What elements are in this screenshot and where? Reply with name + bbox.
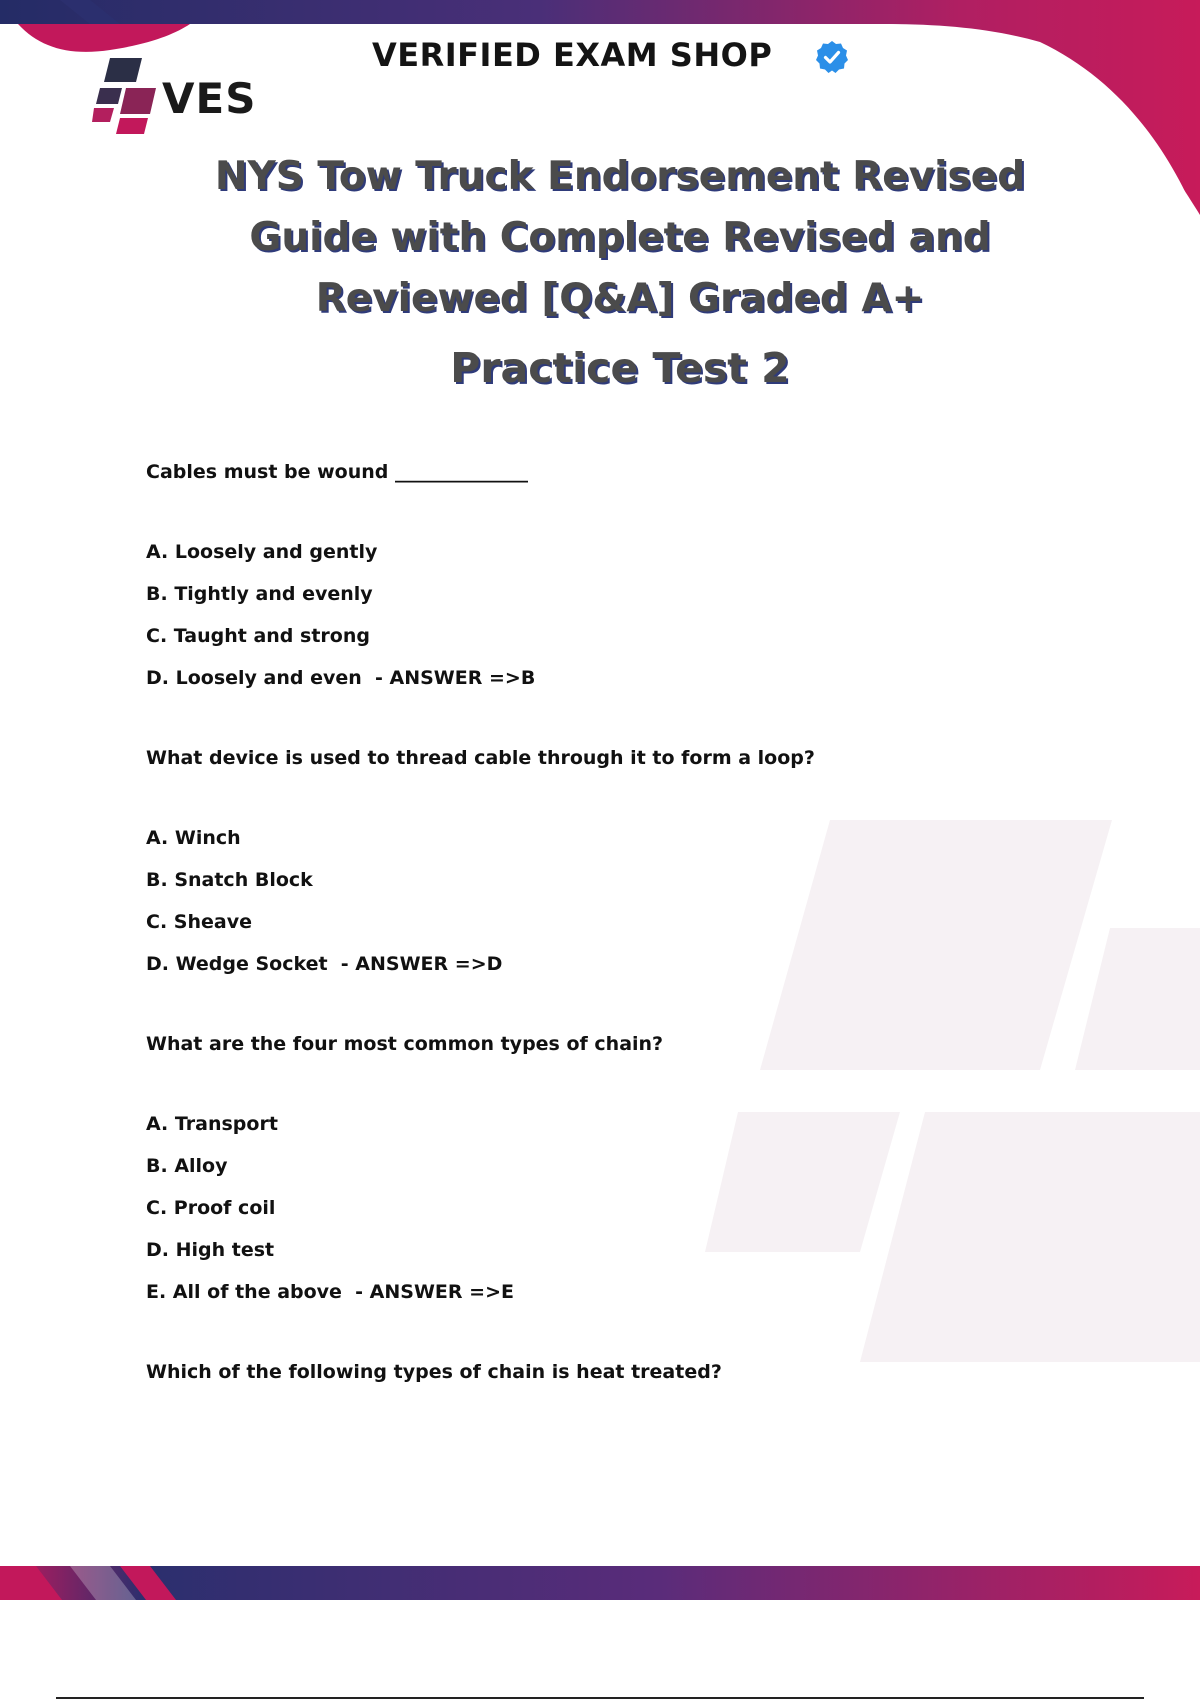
option-list xyxy=(146,540,1046,690)
logo-mark-icon xyxy=(92,56,172,136)
question-list xyxy=(146,460,1046,1440)
logo-text: VES xyxy=(162,74,257,123)
option-item: E. All of the above - ANSWER =>E xyxy=(146,1281,514,1303)
option-item: B. Snatch Block xyxy=(146,869,313,891)
option-list xyxy=(146,826,1046,976)
question-block xyxy=(146,746,1046,976)
option-item: D. High test xyxy=(146,1239,275,1261)
question-block xyxy=(146,1032,1046,1304)
question-text: What are the four most common types of chain? xyxy=(146,1033,664,1055)
document-subtitle: Practice Test 2 xyxy=(450,344,790,392)
title-line-1: NYS Tow Truck Endorsement Revised xyxy=(214,154,1026,199)
question-text: Which of the following types of chain is heat treated? xyxy=(146,1361,722,1383)
option-item: B. Tightly and evenly xyxy=(146,583,373,605)
option-item: D. Wedge Socket - ANSWER =>D xyxy=(146,953,503,975)
question-block xyxy=(146,460,1046,690)
title-line-3: Reviewed [Q&A] Graded A+ xyxy=(315,276,925,321)
document-title xyxy=(150,146,1090,329)
option-item: C. Proof coil xyxy=(146,1197,276,1219)
option-item: B. Alloy xyxy=(146,1155,228,1177)
ves-logo xyxy=(92,56,292,138)
option-item: C. Taught and strong xyxy=(146,625,370,647)
verified-check-icon xyxy=(815,40,849,74)
option-list xyxy=(146,1112,1046,1304)
bottom-rule xyxy=(56,1697,1144,1699)
option-item: A. Loosely and gently xyxy=(146,541,378,563)
brand-title: VERIFIED EXAM SHOP xyxy=(372,36,773,74)
question-text: What device is used to thread cable through it to form a loop? xyxy=(146,747,815,769)
option-item: D. Loosely and even - ANSWER =>B xyxy=(146,667,536,689)
question-text: Cables must be wound ______________ xyxy=(146,461,528,483)
footer-band xyxy=(0,1566,1200,1600)
option-item: C. Sheave xyxy=(146,911,252,933)
option-item: A. Transport xyxy=(146,1113,278,1135)
option-item: A. Winch xyxy=(146,827,241,849)
title-line-2: Guide with Complete Revised and xyxy=(249,215,991,260)
question-block xyxy=(146,1360,1046,1384)
